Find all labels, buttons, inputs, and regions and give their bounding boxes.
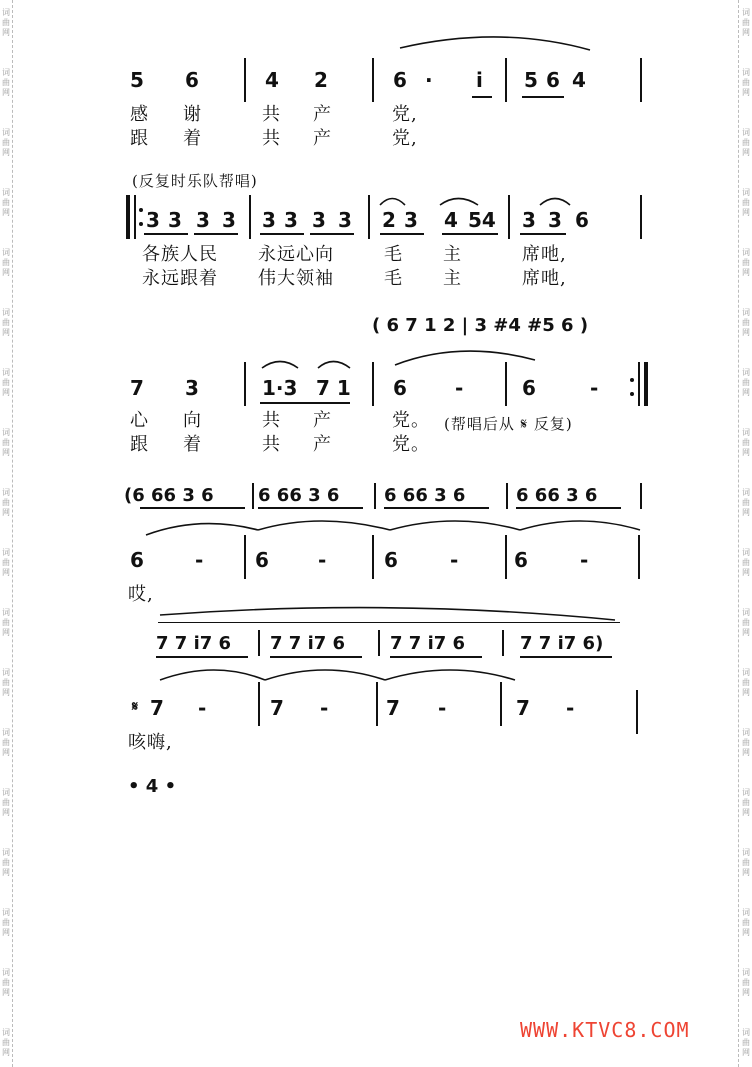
bar-line	[505, 362, 507, 406]
slur	[380, 199, 405, 206]
underline	[390, 656, 482, 658]
edge-watermark: 词 曲 网	[2, 368, 10, 397]
lyric: 党,	[392, 104, 418, 125]
edge-watermark: 词 曲 网	[742, 1028, 750, 1057]
note: 7 1	[316, 376, 351, 400]
bar-line	[508, 195, 510, 239]
underline	[384, 507, 489, 509]
bar-line	[372, 362, 374, 406]
underline	[516, 507, 621, 509]
performance-note: (反复时乐队帮唱)	[132, 172, 258, 190]
note: 3	[222, 208, 236, 232]
edge-watermark: 词 曲 网	[2, 68, 10, 97]
edge-watermark: 词 曲 网	[2, 968, 10, 997]
note: 7	[270, 696, 284, 720]
accomp-notes: 6 66 3 6	[258, 485, 340, 506]
accomp-notes: 7 7 i7 6	[270, 633, 346, 654]
edge-watermark: 词 曲 网	[2, 248, 10, 277]
slur	[520, 521, 640, 530]
edge-watermark: 词 曲 网	[2, 488, 10, 517]
edge-watermark: 词 曲 网	[2, 728, 10, 757]
bar-line	[638, 535, 640, 579]
note: 6	[575, 208, 589, 232]
accomp-notes: (6 66 3 6	[124, 485, 214, 506]
slur	[160, 670, 265, 680]
lyric: 永远跟着	[142, 268, 218, 289]
bar-line	[244, 362, 246, 406]
slur	[440, 199, 478, 206]
tie-line	[158, 622, 620, 623]
bar-line	[244, 58, 246, 102]
lyric: 产	[313, 434, 332, 455]
slur	[540, 199, 570, 206]
edge-watermark: 词 曲 网	[2, 608, 10, 637]
bar-line	[502, 630, 504, 656]
intro-notes: ( 6 7 1 2 | 3 #4 #5 6 )	[372, 315, 589, 336]
edge-watermark: 词 曲 网	[742, 368, 750, 397]
bar-line	[249, 195, 251, 239]
edge-watermark: 词 曲 网	[2, 428, 10, 457]
note: 5	[130, 68, 144, 92]
note: 3	[146, 208, 160, 232]
edge-watermark: 词 曲 网	[2, 788, 10, 817]
bar-line	[374, 483, 376, 509]
note: 3	[522, 208, 536, 232]
underline	[156, 656, 248, 658]
note: 6	[514, 548, 528, 572]
edge-watermark: 词 曲 网	[2, 188, 10, 217]
slur	[265, 670, 385, 680]
note: 4	[265, 68, 279, 92]
note: -	[320, 696, 329, 720]
lyric: 毛	[384, 268, 403, 289]
edge-watermark: 词 曲 网	[742, 248, 750, 277]
note: 2	[314, 68, 328, 92]
bar-line	[258, 682, 260, 726]
edge-watermark: 词 曲 网	[742, 848, 750, 877]
note: 6	[522, 376, 536, 400]
bar-line	[376, 682, 378, 726]
note: 6	[130, 548, 144, 572]
note: 6	[546, 68, 560, 92]
lyric: 跟	[130, 128, 149, 149]
repeat-dot	[139, 208, 143, 212]
bar-line	[505, 535, 507, 579]
bar-line	[500, 682, 502, 726]
note: 6	[384, 548, 398, 572]
note: -	[195, 548, 204, 572]
edge-watermark: 词 曲 网	[742, 608, 750, 637]
slur	[400, 37, 590, 50]
bar-line	[640, 195, 642, 239]
edge-watermark: 词 曲 网	[742, 908, 750, 937]
note: -	[318, 548, 327, 572]
note: ·	[425, 68, 433, 92]
repeat-dot	[139, 222, 143, 226]
underline	[140, 507, 245, 509]
accomp-notes: 6 66 3 6	[516, 485, 598, 506]
bar-line	[640, 483, 642, 509]
lyric: 咳嗨,	[128, 732, 173, 753]
repeat-bar	[638, 362, 640, 406]
slur	[262, 362, 298, 369]
repeat-dot	[630, 392, 634, 396]
lyric: 共	[262, 104, 281, 125]
underline	[270, 656, 362, 658]
slur	[146, 524, 258, 535]
underline	[144, 233, 188, 235]
accomp-notes: 7 7 i7 6	[156, 633, 232, 654]
edge-watermark: 词 曲 网	[2, 308, 10, 337]
note: 54	[468, 208, 496, 232]
underline	[520, 233, 566, 235]
note: 7	[386, 696, 400, 720]
note: 3	[262, 208, 276, 232]
note: 5	[524, 68, 538, 92]
lyric: 共	[262, 128, 281, 149]
note: 7	[150, 696, 164, 720]
lyric: 主	[443, 268, 462, 289]
edge-watermark: 词 曲 网	[2, 1028, 10, 1057]
note: i	[476, 68, 483, 92]
edge-watermark: 词 曲 网	[742, 548, 750, 577]
underline	[260, 233, 304, 235]
lyric: 着	[183, 434, 202, 455]
slur	[390, 521, 520, 530]
note: 4	[572, 68, 586, 92]
bar-line	[640, 58, 642, 102]
lyric: 着	[183, 128, 202, 149]
edge-watermark: 词 曲 网	[2, 668, 10, 697]
lyric: 产	[313, 104, 332, 125]
lyric: 伟大领袖	[258, 268, 334, 289]
note: 3	[404, 208, 418, 232]
underline	[258, 507, 363, 509]
note: -	[198, 696, 207, 720]
edge-watermark: 词 曲 网	[2, 128, 10, 157]
lyric: 毛	[384, 244, 403, 265]
note: -	[455, 376, 464, 400]
underline	[472, 96, 492, 98]
note: 2	[382, 208, 396, 232]
note: -	[450, 548, 459, 572]
lyric: 心	[130, 410, 149, 431]
lyric: 感	[130, 104, 149, 125]
segno-sign: 𝄋	[132, 699, 139, 715]
note: -	[566, 696, 575, 720]
lyric: 席吔,	[522, 244, 567, 265]
edge-watermark: 词 曲 网	[742, 68, 750, 97]
bar-line	[506, 483, 508, 509]
slur	[258, 521, 390, 530]
repeat-bar	[644, 362, 648, 406]
note: 3	[284, 208, 298, 232]
bar-line	[378, 630, 380, 656]
edge-watermark: 词 曲 网	[742, 488, 750, 517]
lyric: 哎,	[128, 584, 154, 605]
note: 6	[393, 376, 407, 400]
note: 3	[338, 208, 352, 232]
underline	[522, 96, 564, 98]
lyric: 共	[262, 434, 281, 455]
lyric: 党。	[392, 410, 430, 431]
note: 3	[548, 208, 562, 232]
performance-note: (帮唱后从 𝄋 反复)	[444, 415, 573, 433]
edge-watermark: 词 曲 网	[742, 668, 750, 697]
underline	[380, 233, 424, 235]
note: -	[590, 376, 599, 400]
bar-line	[372, 58, 374, 102]
accomp-notes: 6 66 3 6	[384, 485, 466, 506]
slur	[160, 608, 615, 620]
underline	[260, 402, 350, 404]
note: 3	[168, 208, 182, 232]
note: 3	[196, 208, 210, 232]
edge-watermark: 词 曲 网	[2, 848, 10, 877]
repeat-bar	[134, 195, 136, 239]
slur	[395, 351, 535, 365]
note: 6	[393, 68, 407, 92]
bar-line	[505, 58, 507, 102]
repeat-dot	[630, 378, 634, 382]
bar-line	[636, 690, 638, 734]
edge-watermark: 词 曲 网	[742, 188, 750, 217]
bar-line	[244, 535, 246, 579]
bar-line	[252, 483, 254, 509]
repeat-bar	[126, 195, 130, 239]
edge-watermark: 词 曲 网	[742, 8, 750, 37]
bar-line	[258, 630, 260, 656]
note: -	[438, 696, 447, 720]
underline	[442, 233, 498, 235]
lyric: 产	[313, 410, 332, 431]
bar-line	[368, 195, 370, 239]
edge-watermark: 词 曲 网	[742, 728, 750, 757]
site-watermark: WWW.KTVC8.COM	[520, 1018, 690, 1042]
edge-watermark: 词 曲 网	[742, 308, 750, 337]
lyric: 党,	[392, 128, 418, 149]
note: 1·3	[262, 376, 298, 400]
lyric: 席吔,	[522, 268, 567, 289]
edge-watermark: 词 曲 网	[742, 968, 750, 997]
note: 4	[444, 208, 458, 232]
edge-watermark: 词 曲 网	[742, 428, 750, 457]
lyric: 永远心向	[258, 244, 334, 265]
bar-line	[372, 535, 374, 579]
underline	[520, 656, 612, 658]
lyric: 跟	[130, 434, 149, 455]
lyric: 党。	[392, 434, 430, 455]
note: 7	[516, 696, 530, 720]
note: 3	[185, 376, 199, 400]
lyric: 共	[262, 410, 281, 431]
edge-watermark: 词 曲 网	[742, 128, 750, 157]
underline	[310, 233, 354, 235]
underline	[194, 233, 238, 235]
note: 6	[185, 68, 199, 92]
accomp-notes: 7 7 i7 6	[390, 633, 466, 654]
slur	[318, 362, 350, 369]
edge-watermark: 词 曲 网	[2, 8, 10, 37]
note: 7	[130, 376, 144, 400]
accomp-notes: 7 7 i7 6)	[520, 633, 604, 654]
edge-watermark: 词 曲 网	[2, 908, 10, 937]
edge-watermark: 词 曲 网	[742, 788, 750, 817]
lyric: 主	[443, 244, 462, 265]
note: -	[580, 548, 589, 572]
lyric: 各族人民	[142, 244, 218, 265]
edge-watermark: 词 曲 网	[2, 548, 10, 577]
note: 6	[255, 548, 269, 572]
lyric: 谢	[183, 104, 202, 125]
lyric: 产	[313, 128, 332, 149]
slur	[385, 670, 515, 680]
lyric: 向	[183, 410, 202, 431]
page-number: • 4 •	[128, 776, 177, 797]
note: 3	[312, 208, 326, 232]
